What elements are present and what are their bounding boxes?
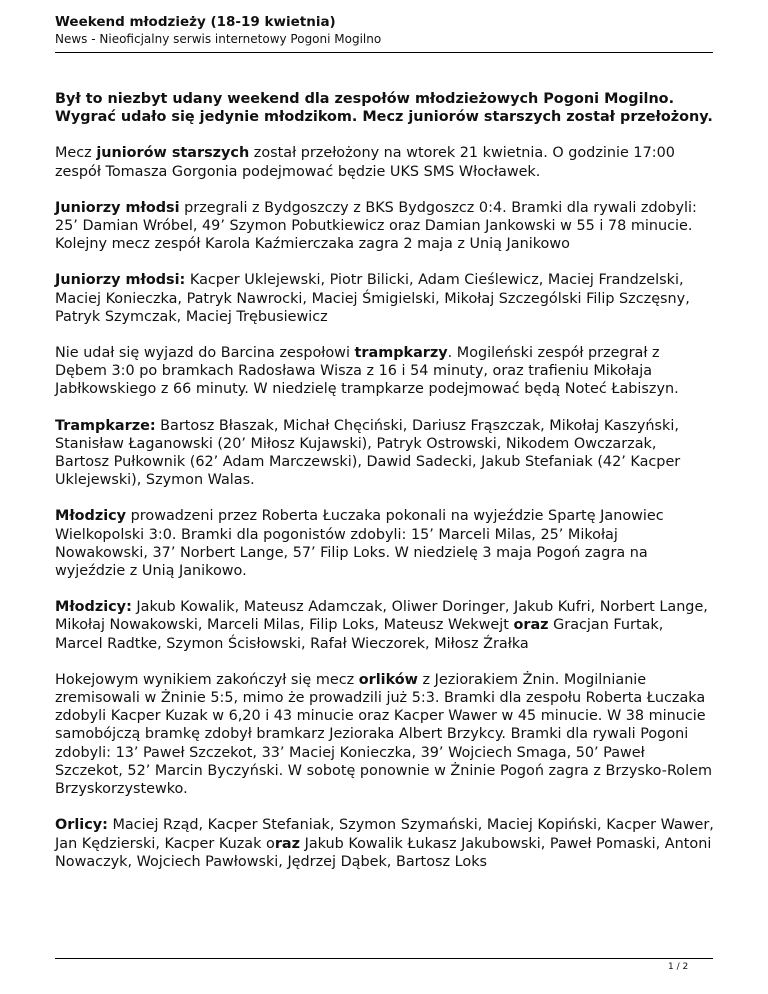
paragraph-orlicy-squad (55, 816, 715, 871)
article-lead: Był to niezbyt udany weekend dla zespołów młodzieżowych Pogoni Mogilno. Wygrać udało się jedynie młodzikom. Mecz juniorów starszych został przełożony. (55, 91, 713, 126)
paragraph-orliki (55, 671, 715, 798)
bold-text: Młodzicy: (55, 599, 132, 616)
bold-text: orlików (358, 671, 418, 688)
paragraph-mlodzicy-squad (55, 598, 715, 653)
text: Maciej Rząd, Kacper Stefaniak, Szymon Szymański, Maciej Kopiński, Kacper Wawer, Jan Kędzierski, Kacper Kuzak o (55, 817, 714, 852)
text: Jakub Kowalik, Mateusz Adamczak, Oliwer Doringer, Jakub Kufri, Norbert Lange, Mikołaj Nowakowski, Marceli Milas, Filip Loks, Mateusz Wekwejt (55, 599, 708, 634)
paragraph-mlodzicy (55, 507, 715, 580)
text: z Jeziorakiem Żnin. Mogilnianie zremisowali w Żninie 5:5, mimo że prowadzili już 5:3. Bramki dla zespołu Roberta Łuczaka zdobyli Kacper Kuzak w 6,20 i 43 minucie oraz Kacper Wawer w 45 minucie. W 38 minucie samobójczą bramkę zdobył bramkarz Jezioraka Albert Brzykcy. Bramki dla rywali Pogoni zdobyli: 13’ Paweł Szczekot, 33’ Maciej Konieczka, 39’ Wojciech Smaga, 50’ Paweł Szczekot, 52’ Marcin Byczyński. W sobotę ponownie w Żninie Pogoń zagra z Brzysko-Rolem Brzyskorzystewko. (55, 671, 712, 798)
text: Kacper Uklejewski, Piotr Bilicki, Adam Cieślewicz, Maciej Frandzelski, Maciej Konieczka, Patryk Nawrocki, Maciej Śmigielski, Mikołaj Szczególski Filip Szczęsny, Patryk Szymczak, Maciej Trębusiewicz (55, 272, 690, 325)
text: prowadzeni przez Roberta Łuczaka pokonali na wyjeździe Spartę Janowiec Wielkopolski 3:0. Bramki dla pogonistów zdobyli: 15’ Marceli Milas, 25’ Mikołaj Nowakowski, 37’ Norbert Lange, 57’ Filip Loks. W niedzielę 3 maja Pogoń zagra na wyjeździe z Unią Janikowo. (55, 508, 664, 580)
paragraph-juniorzy-mlodsi-squad (55, 271, 715, 326)
text: Gracjan Furtak, Marcel Radtke, Szymon Ścisłowski, Rafał Wieczorek, Miłosz Źrałka (55, 617, 664, 652)
bold-text: raz (274, 835, 300, 852)
footer-divider (55, 958, 713, 959)
bold-text: Młodzicy (55, 508, 127, 525)
bold-text: juniorów starszych (96, 145, 250, 162)
bold-text: Juniorzy młodsi (55, 199, 180, 216)
paragraph-juniorzy-mlodsi (55, 199, 715, 254)
paragraph-trampkarze-squad (55, 417, 715, 490)
bold-text: Trampkarze: (55, 417, 156, 434)
paragraph-trampkarze (55, 344, 715, 399)
text: Hokejowym wynikiem zakończył się mecz (55, 671, 359, 688)
site-subtitle: News - Nieoficjalny serwis internetowy Pogoni Mogilno (55, 32, 382, 46)
text: . Mogileński zespół przegrał z Dębem 3:0 po bramkach Radosława Wisza z 16 i 54 minuty, oraz trafieniu Mikołaja Jabłkowskiego z 66 minuty. W niedzielę trampkarze podejmować będą Noteć Łabiszyn. (55, 345, 679, 398)
text: Jakub Kowalik Łukasz Jakubowski, Paweł Pomaski, Antoni Nowaczyk, Wojciech Pawłowski, Jędrzej Dąbek, Bartosz Loks (55, 835, 712, 870)
paragraph-juniorzy-starsi (55, 144, 715, 180)
page-number: 1 / 2 (668, 962, 689, 972)
page-header (55, 14, 713, 47)
article-body (55, 90, 715, 889)
text: przegrali z Bydgoszczy z BKS Bydgoszcz 0:4. Bramki dla rywali zdobyli: 25’ Damian Wróbel, 49’ Szymon Pobutkiewicz oraz Damian Jankowski w 55 i 78 minucie. Kolejny mecz zespół Karola Kaźmierczaka zagra 2 maja z Unią Janikowo (55, 199, 697, 253)
bold-text: oraz (513, 617, 549, 634)
bold-text: trampkarzy (354, 345, 448, 362)
text: został przełożony na wtorek 21 kwietnia. O godzinie 17:00 zespół Tomasza Gorgonia podejmować będzie UKS SMS Włocławek. (55, 145, 675, 180)
bold-text: Juniorzy młodsi: (55, 272, 186, 289)
header-divider (55, 52, 713, 53)
text: Nie udał się wyjazd do Barcina zespołowi (55, 345, 355, 362)
article-title: Weekend młodzieży (18-19 kwietnia) (55, 14, 336, 30)
bold-text: Orlicy: (55, 817, 108, 834)
text: Mecz (55, 145, 97, 162)
text: Bartosz Błaszak, Michał Chęciński, Dariusz Frąszczak, Mikołaj Kaszyński, Stanisław Łaganowski (20’ Miłosz Kujawski), Patryk Ostrowski, Nikodem Owczarzak, Bartosz Pułkownik (62’ Adam Marczewski), Dawid Sadecki, Jakub Stefaniak (42’ Kacper Uklejewski), Szymon Walas. (55, 417, 681, 489)
